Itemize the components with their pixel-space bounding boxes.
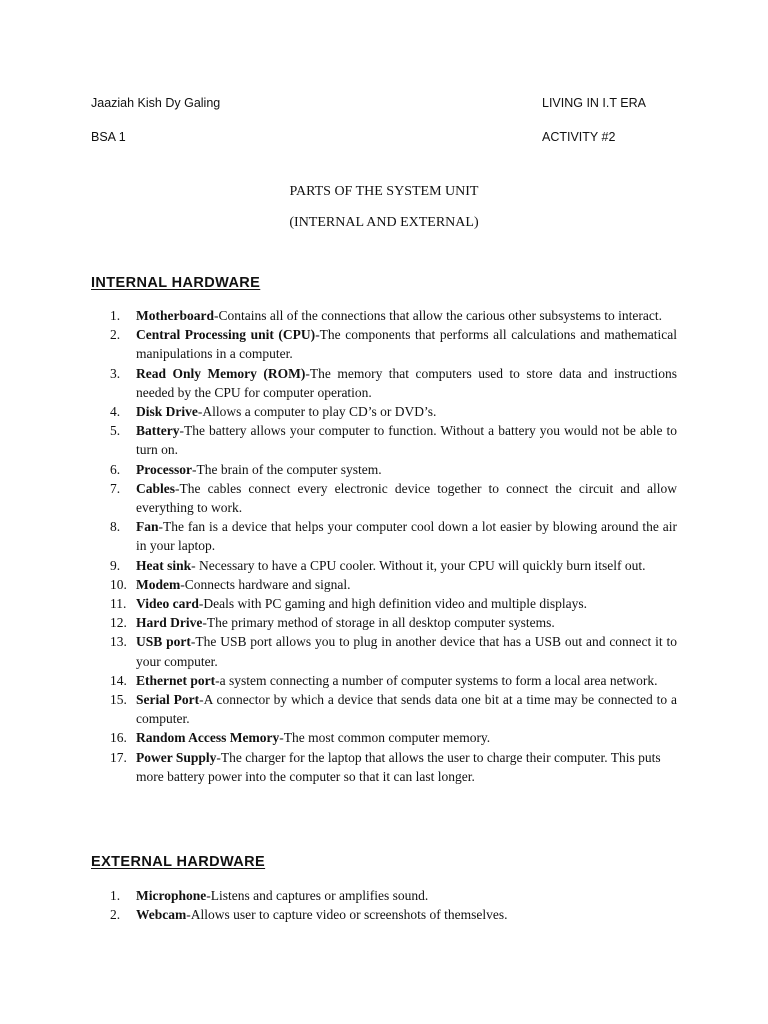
item-description: -The USB port allows you to plug in another device that has a USB out and connect it to your computer.	[136, 634, 677, 669]
list-item	[110, 690, 677, 728]
list-item	[110, 594, 677, 613]
list-item	[110, 364, 677, 402]
list-item	[110, 421, 677, 459]
internal-hardware-list	[110, 306, 677, 786]
item-number: 6.	[110, 461, 121, 477]
item-term: Microphone	[136, 888, 207, 903]
item-number: 14.	[110, 672, 127, 688]
item-description: -The cables connect every electronic device together to connect the circuit and allow everything to work.	[136, 480, 677, 516]
list-item	[110, 613, 677, 632]
item-description: -Contains all of the connections that allow the carious other subsystems to interact.	[214, 308, 663, 323]
list-item	[110, 886, 677, 905]
item-description: -Connects hardware and signal.	[180, 576, 351, 592]
student-name: Jaaziah Kish Dy Galing	[91, 96, 221, 110]
list-item	[110, 632, 677, 670]
item-number: 5.	[110, 423, 121, 439]
list-item	[110, 517, 677, 555]
item-term: Processor	[136, 461, 192, 477]
internal-hardware-heading: INTERNAL HARDWARE	[91, 275, 261, 291]
item-description: -A connector by which a device that sends data one bit at a time may be connected to a computer.	[136, 692, 677, 727]
item-term: Hard Drive	[136, 615, 203, 631]
item-number: 7.	[110, 480, 121, 496]
item-number: 4.	[110, 404, 121, 420]
item-term: Fan	[136, 519, 159, 535]
item-number: 1.	[110, 888, 121, 903]
item-number: 12.	[110, 615, 127, 631]
student-section: BSA 1	[91, 130, 126, 144]
list-item	[110, 905, 677, 924]
list-item	[110, 402, 677, 421]
item-number: 10.	[110, 576, 127, 592]
document-title: PARTS OF THE SYSTEM UNIT	[289, 184, 479, 199]
item-description: -The charger for the laptop that allows the user to charge their computer. This puts more battery power into the computer so that it can last longer.	[136, 749, 661, 784]
item-number: 8.	[110, 519, 121, 535]
item-description: -Deals with PC gaming and high definition video and multiple displays.	[198, 596, 587, 612]
item-description: -The primary method of storage in all desktop computer systems.	[202, 615, 555, 631]
item-number: 16.	[110, 730, 127, 746]
item-number: 17.	[110, 749, 127, 765]
item-description: -Listens and captures or amplifies sound.	[206, 888, 429, 903]
list-item	[110, 325, 677, 363]
list-item	[110, 479, 677, 517]
item-term: Heat sink	[136, 557, 192, 573]
item-term: Battery	[136, 423, 180, 439]
document-subtitle: (INTERNAL AND EXTERNAL)	[289, 215, 479, 230]
item-number: 15.	[110, 692, 127, 708]
item-number: 13.	[110, 634, 127, 650]
list-item	[110, 575, 677, 594]
item-term: Read Only Memory (ROM)	[136, 365, 306, 381]
item-term: Central Processing unit (CPU)	[136, 327, 316, 343]
item-term: Ethernet port	[136, 672, 216, 688]
item-term: Cables	[136, 480, 176, 496]
item-description: -The most common computer memory.	[279, 730, 491, 746]
item-term: Modem	[136, 576, 181, 592]
item-number: 2.	[110, 907, 121, 923]
item-description: - Necessary to have a CPU cooler. Without it, your CPU will quickly burn itself out.	[191, 557, 646, 573]
item-term: Disk Drive	[136, 404, 198, 420]
item-description: -a system connecting a number of computer systems to form a local area network.	[215, 672, 658, 688]
item-description: -The components that performs all calculations and mathematical manipulations in a computer.	[136, 327, 678, 362]
item-number: 3.	[110, 365, 121, 381]
list-item	[110, 671, 677, 690]
item-description: -Allows user to capture video or screenshots of themselves.	[186, 907, 508, 923]
item-description: -The battery allows your computer to function. Without a battery you would not be able to turn on.	[136, 423, 677, 458]
item-description: -The fan is a device that helps your computer cool down a lot easier by blowing around the air in your laptop.	[136, 519, 677, 554]
list-item	[110, 556, 677, 575]
external-hardware-list	[110, 886, 677, 924]
course-title: LIVING IN I.T ERA	[542, 96, 646, 110]
item-term: USB port	[136, 634, 191, 650]
item-number: 9.	[110, 557, 121, 573]
item-number: 1.	[110, 308, 121, 323]
item-term: Serial Port	[136, 692, 200, 708]
item-term: Video card	[136, 596, 199, 612]
external-hardware-heading: EXTERNAL HARDWARE	[91, 854, 266, 870]
item-term: Webcam	[136, 907, 187, 923]
item-description: -The memory that computers used to store data and instructions needed by the CPU for computer operation.	[136, 365, 677, 400]
item-description: -Allows a computer to play CD’s or DVD’s.	[197, 404, 437, 420]
list-item	[110, 306, 677, 325]
list-item	[110, 460, 677, 479]
item-term: Power Supply	[136, 749, 217, 765]
item-description: -The brain of the computer system.	[191, 461, 382, 477]
activity-number: ACTIVITY #2	[542, 130, 616, 144]
item-term: Random Access Memory	[136, 730, 280, 746]
item-number: 2.	[110, 327, 121, 343]
list-item	[110, 728, 677, 747]
item-number: 11.	[110, 596, 127, 612]
item-term: Motherboard	[136, 308, 214, 323]
list-item	[110, 748, 677, 786]
